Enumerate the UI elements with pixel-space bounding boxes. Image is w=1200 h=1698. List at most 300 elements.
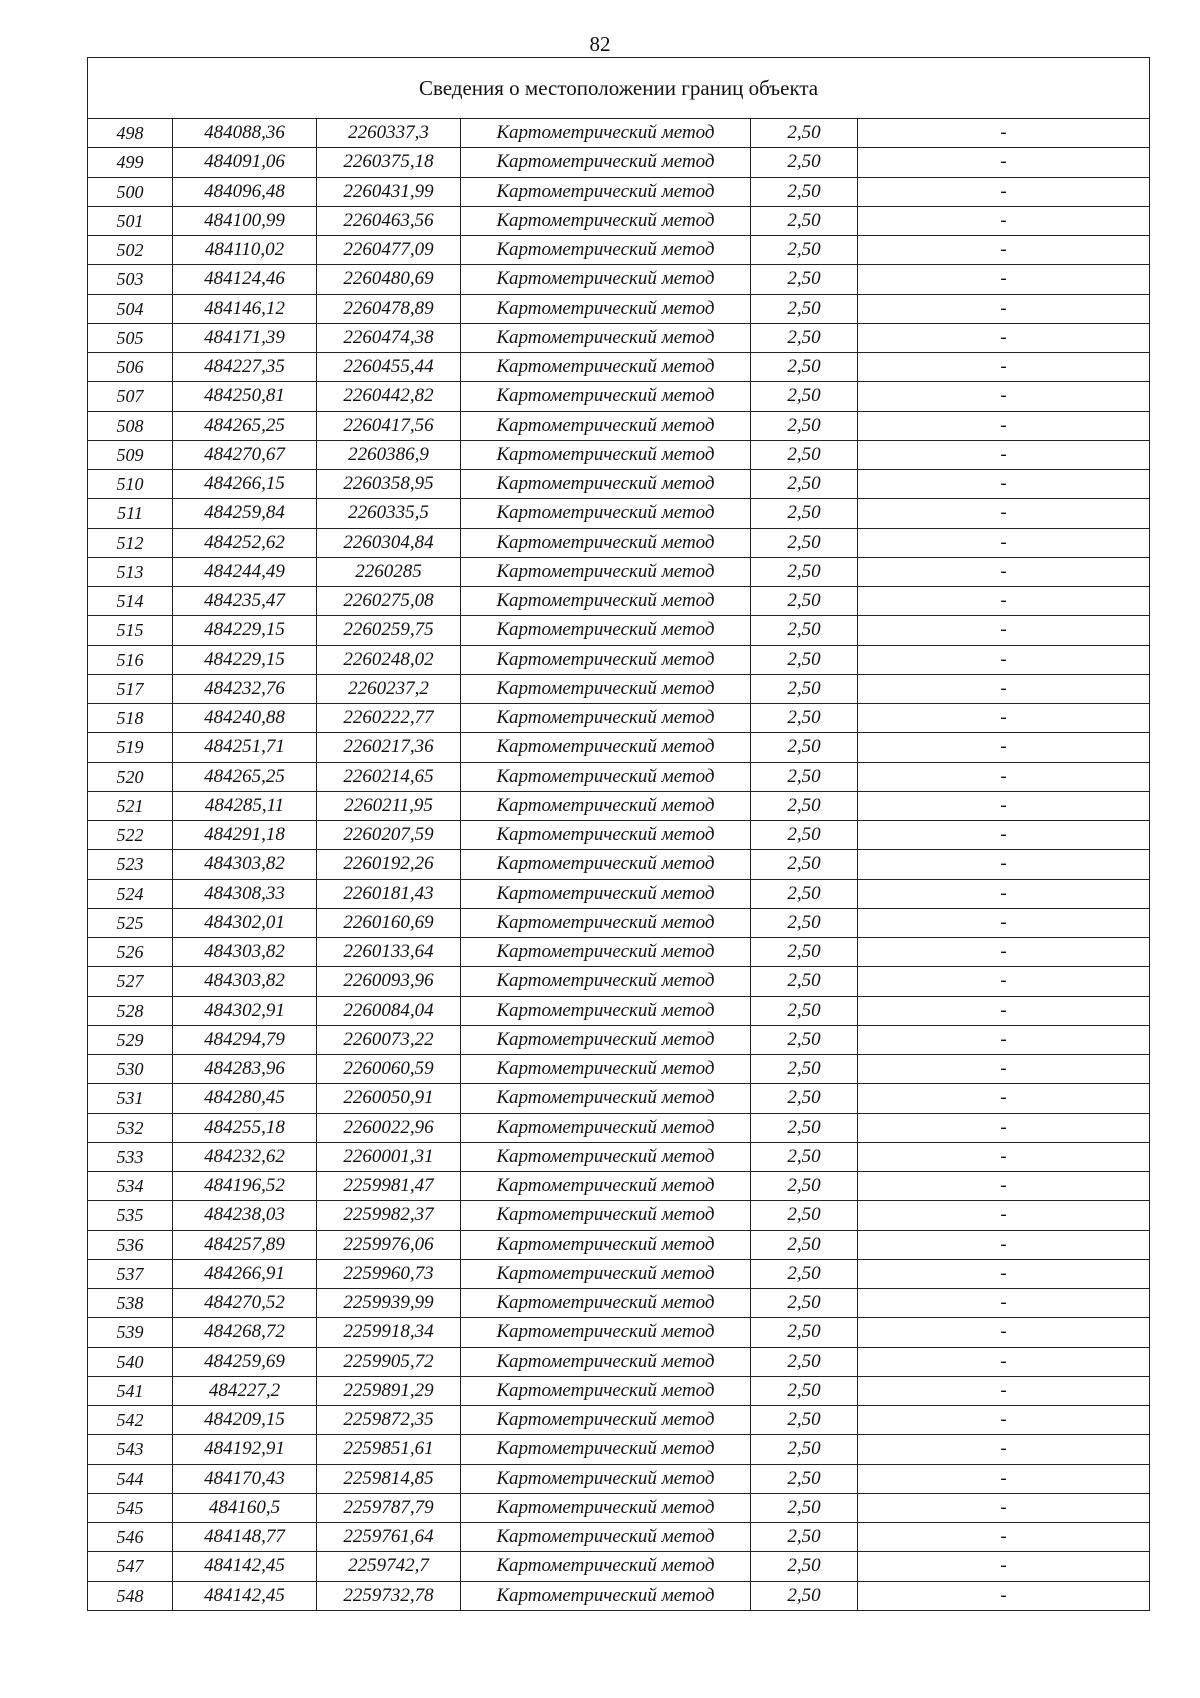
description-cell: - bbox=[858, 996, 1150, 1025]
accuracy-cell: 2,50 bbox=[751, 1113, 858, 1142]
y-coordinate-cell: 2260480,69 bbox=[317, 265, 461, 294]
point-number-cell: 511 bbox=[88, 499, 173, 528]
accuracy-cell: 2,50 bbox=[751, 294, 858, 323]
y-coordinate-cell: 2260211,95 bbox=[317, 791, 461, 820]
method-cell: Картометрический метод bbox=[461, 821, 751, 850]
point-number-cell: 540 bbox=[88, 1347, 173, 1376]
description-cell: - bbox=[858, 119, 1150, 148]
y-coordinate-cell: 2259814,85 bbox=[317, 1464, 461, 1493]
method-cell: Картометрический метод bbox=[461, 762, 751, 791]
method-cell: Картометрический метод bbox=[461, 1581, 751, 1610]
accuracy-cell: 2,50 bbox=[751, 177, 858, 206]
accuracy-cell: 2,50 bbox=[751, 1581, 858, 1610]
table-row bbox=[88, 1435, 1150, 1464]
x-coordinate-cell: 484148,77 bbox=[173, 1523, 317, 1552]
x-coordinate-cell: 484270,67 bbox=[173, 440, 317, 469]
table-row bbox=[88, 265, 1150, 294]
description-cell: - bbox=[858, 762, 1150, 791]
y-coordinate-cell: 2260417,56 bbox=[317, 411, 461, 440]
x-coordinate-cell: 484285,11 bbox=[173, 791, 317, 820]
x-coordinate-cell: 484259,84 bbox=[173, 499, 317, 528]
x-coordinate-cell: 484209,15 bbox=[173, 1406, 317, 1435]
method-cell: Картометрический метод bbox=[461, 1347, 751, 1376]
table-row bbox=[88, 1084, 1150, 1113]
table-row bbox=[88, 616, 1150, 645]
x-coordinate-cell: 484257,89 bbox=[173, 1230, 317, 1259]
table-row bbox=[88, 1142, 1150, 1171]
point-number-cell: 520 bbox=[88, 762, 173, 791]
method-cell: Картометрический метод bbox=[461, 353, 751, 382]
y-coordinate-cell: 2260073,22 bbox=[317, 1025, 461, 1054]
point-number-cell: 504 bbox=[88, 294, 173, 323]
y-coordinate-cell: 2260386,9 bbox=[317, 440, 461, 469]
method-cell: Картометрический метод bbox=[461, 528, 751, 557]
description-cell: - bbox=[858, 821, 1150, 850]
accuracy-cell: 2,50 bbox=[751, 499, 858, 528]
table-row bbox=[88, 1581, 1150, 1610]
point-number-cell: 547 bbox=[88, 1552, 173, 1581]
description-cell: - bbox=[858, 967, 1150, 996]
accuracy-cell: 2,50 bbox=[751, 762, 858, 791]
table-row bbox=[88, 1289, 1150, 1318]
accuracy-cell: 2,50 bbox=[751, 119, 858, 148]
description-cell: - bbox=[858, 1435, 1150, 1464]
point-number-cell: 512 bbox=[88, 528, 173, 557]
y-coordinate-cell: 2260477,09 bbox=[317, 236, 461, 265]
description-cell: - bbox=[858, 616, 1150, 645]
description-cell: - bbox=[858, 908, 1150, 937]
y-coordinate-cell: 2260474,38 bbox=[317, 323, 461, 352]
accuracy-cell: 2,50 bbox=[751, 1523, 858, 1552]
point-number-cell: 545 bbox=[88, 1493, 173, 1522]
x-coordinate-cell: 484265,25 bbox=[173, 411, 317, 440]
page-number: 82 bbox=[589, 32, 611, 56]
accuracy-cell: 2,50 bbox=[751, 1289, 858, 1318]
description-cell: - bbox=[858, 938, 1150, 967]
method-cell: Картометрический метод bbox=[461, 411, 751, 440]
table-row bbox=[88, 470, 1150, 499]
point-number-cell: 532 bbox=[88, 1113, 173, 1142]
description-cell: - bbox=[858, 382, 1150, 411]
y-coordinate-cell: 2260050,91 bbox=[317, 1084, 461, 1113]
table-row bbox=[88, 1493, 1150, 1522]
x-coordinate-cell: 484308,33 bbox=[173, 879, 317, 908]
accuracy-cell: 2,50 bbox=[751, 938, 858, 967]
table-row bbox=[88, 908, 1150, 937]
method-cell: Картометрический метод bbox=[461, 704, 751, 733]
y-coordinate-cell: 2260207,59 bbox=[317, 821, 461, 850]
x-coordinate-cell: 484266,91 bbox=[173, 1259, 317, 1288]
description-cell: - bbox=[858, 587, 1150, 616]
table-body bbox=[88, 58, 1150, 1611]
table-row bbox=[88, 148, 1150, 177]
accuracy-cell: 2,50 bbox=[751, 996, 858, 1025]
point-number-cell: 506 bbox=[88, 353, 173, 382]
accuracy-cell: 2,50 bbox=[751, 674, 858, 703]
description-cell: - bbox=[858, 1055, 1150, 1084]
point-number-cell: 542 bbox=[88, 1406, 173, 1435]
accuracy-cell: 2,50 bbox=[751, 967, 858, 996]
table-row bbox=[88, 879, 1150, 908]
point-number-cell: 536 bbox=[88, 1230, 173, 1259]
accuracy-cell: 2,50 bbox=[751, 206, 858, 235]
point-number-cell: 524 bbox=[88, 879, 173, 908]
point-number-cell: 546 bbox=[88, 1523, 173, 1552]
y-coordinate-cell: 2260259,75 bbox=[317, 616, 461, 645]
table-row bbox=[88, 1172, 1150, 1201]
point-number-cell: 500 bbox=[88, 177, 173, 206]
point-number-cell: 530 bbox=[88, 1055, 173, 1084]
table-row bbox=[88, 996, 1150, 1025]
method-cell: Картометрический метод bbox=[461, 850, 751, 879]
y-coordinate-cell: 2259851,61 bbox=[317, 1435, 461, 1464]
point-number-cell: 501 bbox=[88, 206, 173, 235]
point-number-cell: 517 bbox=[88, 674, 173, 703]
y-coordinate-cell: 2260431,99 bbox=[317, 177, 461, 206]
table-row bbox=[88, 762, 1150, 791]
accuracy-cell: 2,50 bbox=[751, 470, 858, 499]
x-coordinate-cell: 484303,82 bbox=[173, 938, 317, 967]
method-cell: Картометрический метод bbox=[461, 382, 751, 411]
description-cell: - bbox=[858, 1230, 1150, 1259]
x-coordinate-cell: 484146,12 bbox=[173, 294, 317, 323]
y-coordinate-cell: 2260285 bbox=[317, 557, 461, 586]
y-coordinate-cell: 2260084,04 bbox=[317, 996, 461, 1025]
table-row bbox=[88, 938, 1150, 967]
table-row bbox=[88, 323, 1150, 352]
accuracy-cell: 2,50 bbox=[751, 587, 858, 616]
method-cell: Картометрический метод bbox=[461, 470, 751, 499]
method-cell: Картометрический метод bbox=[461, 1172, 751, 1201]
method-cell: Картометрический метод bbox=[461, 323, 751, 352]
description-cell: - bbox=[858, 294, 1150, 323]
accuracy-cell: 2,50 bbox=[751, 1259, 858, 1288]
point-number-cell: 538 bbox=[88, 1289, 173, 1318]
point-number-cell: 543 bbox=[88, 1435, 173, 1464]
method-cell: Картометрический метод bbox=[461, 733, 751, 762]
description-cell: - bbox=[858, 470, 1150, 499]
method-cell: Картометрический метод bbox=[461, 557, 751, 586]
method-cell: Картометрический метод bbox=[461, 616, 751, 645]
method-cell: Картометрический метод bbox=[461, 791, 751, 820]
point-number-cell: 525 bbox=[88, 908, 173, 937]
y-coordinate-cell: 2260133,64 bbox=[317, 938, 461, 967]
y-coordinate-cell: 2260275,08 bbox=[317, 587, 461, 616]
point-number-cell: 509 bbox=[88, 440, 173, 469]
accuracy-cell: 2,50 bbox=[751, 733, 858, 762]
description-cell: - bbox=[858, 265, 1150, 294]
accuracy-cell: 2,50 bbox=[751, 1376, 858, 1405]
description-cell: - bbox=[858, 440, 1150, 469]
table-row bbox=[88, 791, 1150, 820]
method-cell: Картометрический метод bbox=[461, 206, 751, 235]
table-row bbox=[88, 177, 1150, 206]
method-cell: Картометрический метод bbox=[461, 1318, 751, 1347]
table-row bbox=[88, 1055, 1150, 1084]
table-row bbox=[88, 967, 1150, 996]
x-coordinate-cell: 484251,71 bbox=[173, 733, 317, 762]
description-cell: - bbox=[858, 1318, 1150, 1347]
point-number-cell: 498 bbox=[88, 119, 173, 148]
y-coordinate-cell: 2260214,65 bbox=[317, 762, 461, 791]
table-row bbox=[88, 557, 1150, 586]
accuracy-cell: 2,50 bbox=[751, 1084, 858, 1113]
method-cell: Картометрический метод bbox=[461, 1084, 751, 1113]
table-row bbox=[88, 206, 1150, 235]
accuracy-cell: 2,50 bbox=[751, 411, 858, 440]
x-coordinate-cell: 484265,25 bbox=[173, 762, 317, 791]
table-row bbox=[88, 1113, 1150, 1142]
table-row bbox=[88, 382, 1150, 411]
table-row bbox=[88, 674, 1150, 703]
point-number-cell: 534 bbox=[88, 1172, 173, 1201]
description-cell: - bbox=[858, 1201, 1150, 1230]
method-cell: Картометрический метод bbox=[461, 1464, 751, 1493]
x-coordinate-cell: 484268,72 bbox=[173, 1318, 317, 1347]
point-number-cell: 519 bbox=[88, 733, 173, 762]
description-cell: - bbox=[858, 148, 1150, 177]
point-number-cell: 518 bbox=[88, 704, 173, 733]
method-cell: Картометрический метод bbox=[461, 1142, 751, 1171]
y-coordinate-cell: 2260022,96 bbox=[317, 1113, 461, 1142]
x-coordinate-cell: 484294,79 bbox=[173, 1025, 317, 1054]
y-coordinate-cell: 2260463,56 bbox=[317, 206, 461, 235]
table-row bbox=[88, 1464, 1150, 1493]
x-coordinate-cell: 484232,62 bbox=[173, 1142, 317, 1171]
point-number-cell: 515 bbox=[88, 616, 173, 645]
x-coordinate-cell: 484171,39 bbox=[173, 323, 317, 352]
accuracy-cell: 2,50 bbox=[751, 440, 858, 469]
description-cell: - bbox=[858, 704, 1150, 733]
method-cell: Картометрический метод bbox=[461, 1025, 751, 1054]
table-row bbox=[88, 1523, 1150, 1552]
description-cell: - bbox=[858, 1376, 1150, 1405]
x-coordinate-cell: 484280,45 bbox=[173, 1084, 317, 1113]
y-coordinate-cell: 2260001,31 bbox=[317, 1142, 461, 1171]
accuracy-cell: 2,50 bbox=[751, 1406, 858, 1435]
point-number-cell: 510 bbox=[88, 470, 173, 499]
x-coordinate-cell: 484110,02 bbox=[173, 236, 317, 265]
description-cell: - bbox=[858, 645, 1150, 674]
y-coordinate-cell: 2260192,26 bbox=[317, 850, 461, 879]
x-coordinate-cell: 484266,15 bbox=[173, 470, 317, 499]
method-cell: Картометрический метод bbox=[461, 967, 751, 996]
point-number-cell: 508 bbox=[88, 411, 173, 440]
y-coordinate-cell: 2260455,44 bbox=[317, 353, 461, 382]
description-cell: - bbox=[858, 1113, 1150, 1142]
description-cell: - bbox=[858, 1084, 1150, 1113]
method-cell: Картометрический метод bbox=[461, 1523, 751, 1552]
table-row bbox=[88, 353, 1150, 382]
method-cell: Картометрический метод bbox=[461, 294, 751, 323]
table-row bbox=[88, 821, 1150, 850]
description-cell: - bbox=[858, 1581, 1150, 1610]
x-coordinate-cell: 484229,15 bbox=[173, 645, 317, 674]
accuracy-cell: 2,50 bbox=[751, 1493, 858, 1522]
y-coordinate-cell: 2260222,77 bbox=[317, 704, 461, 733]
accuracy-cell: 2,50 bbox=[751, 821, 858, 850]
y-coordinate-cell: 2260304,84 bbox=[317, 528, 461, 557]
accuracy-cell: 2,50 bbox=[751, 1055, 858, 1084]
x-coordinate-cell: 484192,91 bbox=[173, 1435, 317, 1464]
method-cell: Картометрический метод bbox=[461, 587, 751, 616]
x-coordinate-cell: 484142,45 bbox=[173, 1552, 317, 1581]
table-row bbox=[88, 1230, 1150, 1259]
method-cell: Картометрический метод bbox=[461, 119, 751, 148]
y-coordinate-cell: 2259982,37 bbox=[317, 1201, 461, 1230]
x-coordinate-cell: 484250,81 bbox=[173, 382, 317, 411]
method-cell: Картометрический метод bbox=[461, 1113, 751, 1142]
table-row bbox=[88, 528, 1150, 557]
description-cell: - bbox=[858, 791, 1150, 820]
method-cell: Картометрический метод bbox=[461, 1435, 751, 1464]
table-row bbox=[88, 119, 1150, 148]
table-row bbox=[88, 1201, 1150, 1230]
table-row bbox=[88, 1406, 1150, 1435]
accuracy-cell: 2,50 bbox=[751, 1025, 858, 1054]
accuracy-cell: 2,50 bbox=[751, 236, 858, 265]
point-number-cell: 507 bbox=[88, 382, 173, 411]
description-cell: - bbox=[858, 236, 1150, 265]
table-row bbox=[88, 587, 1150, 616]
accuracy-cell: 2,50 bbox=[751, 265, 858, 294]
accuracy-cell: 2,50 bbox=[751, 908, 858, 937]
accuracy-cell: 2,50 bbox=[751, 850, 858, 879]
y-coordinate-cell: 2259761,64 bbox=[317, 1523, 461, 1552]
table-row bbox=[88, 1376, 1150, 1405]
method-cell: Картометрический метод bbox=[461, 148, 751, 177]
method-cell: Картометрический метод bbox=[461, 499, 751, 528]
point-number-cell: 533 bbox=[88, 1142, 173, 1171]
method-cell: Картометрический метод bbox=[461, 1230, 751, 1259]
method-cell: Картометрический метод bbox=[461, 1259, 751, 1288]
table-row bbox=[88, 499, 1150, 528]
x-coordinate-cell: 484238,03 bbox=[173, 1201, 317, 1230]
method-cell: Картометрический метод bbox=[461, 938, 751, 967]
description-cell: - bbox=[858, 1259, 1150, 1288]
description-cell: - bbox=[858, 1172, 1150, 1201]
method-cell: Картометрический метод bbox=[461, 1376, 751, 1405]
point-number-cell: 527 bbox=[88, 967, 173, 996]
description-cell: - bbox=[858, 850, 1150, 879]
point-number-cell: 505 bbox=[88, 323, 173, 352]
description-cell: - bbox=[858, 1025, 1150, 1054]
accuracy-cell: 2,50 bbox=[751, 704, 858, 733]
point-number-cell: 531 bbox=[88, 1084, 173, 1113]
y-coordinate-cell: 2259742,7 bbox=[317, 1552, 461, 1581]
description-cell: - bbox=[858, 1289, 1150, 1318]
description-cell: - bbox=[858, 557, 1150, 586]
table-row bbox=[88, 440, 1150, 469]
table-row bbox=[88, 850, 1150, 879]
method-cell: Картометрический метод bbox=[461, 879, 751, 908]
description-cell: - bbox=[858, 1142, 1150, 1171]
point-number-cell: 513 bbox=[88, 557, 173, 586]
method-cell: Картометрический метод bbox=[461, 645, 751, 674]
accuracy-cell: 2,50 bbox=[751, 323, 858, 352]
method-cell: Картометрический метод bbox=[461, 1552, 751, 1581]
point-number-cell: 537 bbox=[88, 1259, 173, 1288]
point-number-cell: 503 bbox=[88, 265, 173, 294]
table-title-row bbox=[88, 58, 1150, 119]
y-coordinate-cell: 2259981,47 bbox=[317, 1172, 461, 1201]
description-cell: - bbox=[858, 674, 1150, 703]
method-cell: Картометрический метод bbox=[461, 1289, 751, 1318]
x-coordinate-cell: 484096,48 bbox=[173, 177, 317, 206]
y-coordinate-cell: 2260237,2 bbox=[317, 674, 461, 703]
accuracy-cell: 2,50 bbox=[751, 645, 858, 674]
description-cell: - bbox=[858, 499, 1150, 528]
y-coordinate-cell: 2260248,02 bbox=[317, 645, 461, 674]
point-number-cell: 523 bbox=[88, 850, 173, 879]
description-cell: - bbox=[858, 1406, 1150, 1435]
accuracy-cell: 2,50 bbox=[751, 1347, 858, 1376]
accuracy-cell: 2,50 bbox=[751, 1201, 858, 1230]
y-coordinate-cell: 2260375,18 bbox=[317, 148, 461, 177]
point-number-cell: 539 bbox=[88, 1318, 173, 1347]
y-coordinate-cell: 2259891,29 bbox=[317, 1376, 461, 1405]
x-coordinate-cell: 484235,47 bbox=[173, 587, 317, 616]
y-coordinate-cell: 2260337,3 bbox=[317, 119, 461, 148]
accuracy-cell: 2,50 bbox=[751, 353, 858, 382]
method-cell: Картометрический метод bbox=[461, 440, 751, 469]
x-coordinate-cell: 484240,88 bbox=[173, 704, 317, 733]
description-cell: - bbox=[858, 411, 1150, 440]
accuracy-cell: 2,50 bbox=[751, 616, 858, 645]
accuracy-cell: 2,50 bbox=[751, 791, 858, 820]
method-cell: Картометрический метод bbox=[461, 1406, 751, 1435]
accuracy-cell: 2,50 bbox=[751, 1142, 858, 1171]
description-cell: - bbox=[858, 1523, 1150, 1552]
table-row bbox=[88, 1347, 1150, 1376]
x-coordinate-cell: 484255,18 bbox=[173, 1113, 317, 1142]
x-coordinate-cell: 484302,91 bbox=[173, 996, 317, 1025]
method-cell: Картометрический метод bbox=[461, 996, 751, 1025]
point-number-cell: 529 bbox=[88, 1025, 173, 1054]
y-coordinate-cell: 2259976,06 bbox=[317, 1230, 461, 1259]
method-cell: Картометрический метод bbox=[461, 236, 751, 265]
table-row bbox=[88, 733, 1150, 762]
description-cell: - bbox=[858, 1347, 1150, 1376]
accuracy-cell: 2,50 bbox=[751, 1230, 858, 1259]
x-coordinate-cell: 484232,76 bbox=[173, 674, 317, 703]
x-coordinate-cell: 484088,36 bbox=[173, 119, 317, 148]
method-cell: Картометрический метод bbox=[461, 1493, 751, 1522]
table-row bbox=[88, 704, 1150, 733]
accuracy-cell: 2,50 bbox=[751, 557, 858, 586]
method-cell: Картометрический метод bbox=[461, 674, 751, 703]
description-cell: - bbox=[858, 733, 1150, 762]
x-coordinate-cell: 484291,18 bbox=[173, 821, 317, 850]
y-coordinate-cell: 2260217,36 bbox=[317, 733, 461, 762]
x-coordinate-cell: 484303,82 bbox=[173, 850, 317, 879]
point-number-cell: 522 bbox=[88, 821, 173, 850]
accuracy-cell: 2,50 bbox=[751, 1464, 858, 1493]
point-number-cell: 544 bbox=[88, 1464, 173, 1493]
point-number-cell: 502 bbox=[88, 236, 173, 265]
accuracy-cell: 2,50 bbox=[751, 1318, 858, 1347]
x-coordinate-cell: 484270,52 bbox=[173, 1289, 317, 1318]
y-coordinate-cell: 2260442,82 bbox=[317, 382, 461, 411]
point-number-cell: 516 bbox=[88, 645, 173, 674]
y-coordinate-cell: 2260060,59 bbox=[317, 1055, 461, 1084]
description-cell: - bbox=[858, 1464, 1150, 1493]
x-coordinate-cell: 484252,62 bbox=[173, 528, 317, 557]
table-row bbox=[88, 411, 1150, 440]
method-cell: Картометрический метод bbox=[461, 1201, 751, 1230]
description-cell: - bbox=[858, 879, 1150, 908]
point-number-cell: 535 bbox=[88, 1201, 173, 1230]
